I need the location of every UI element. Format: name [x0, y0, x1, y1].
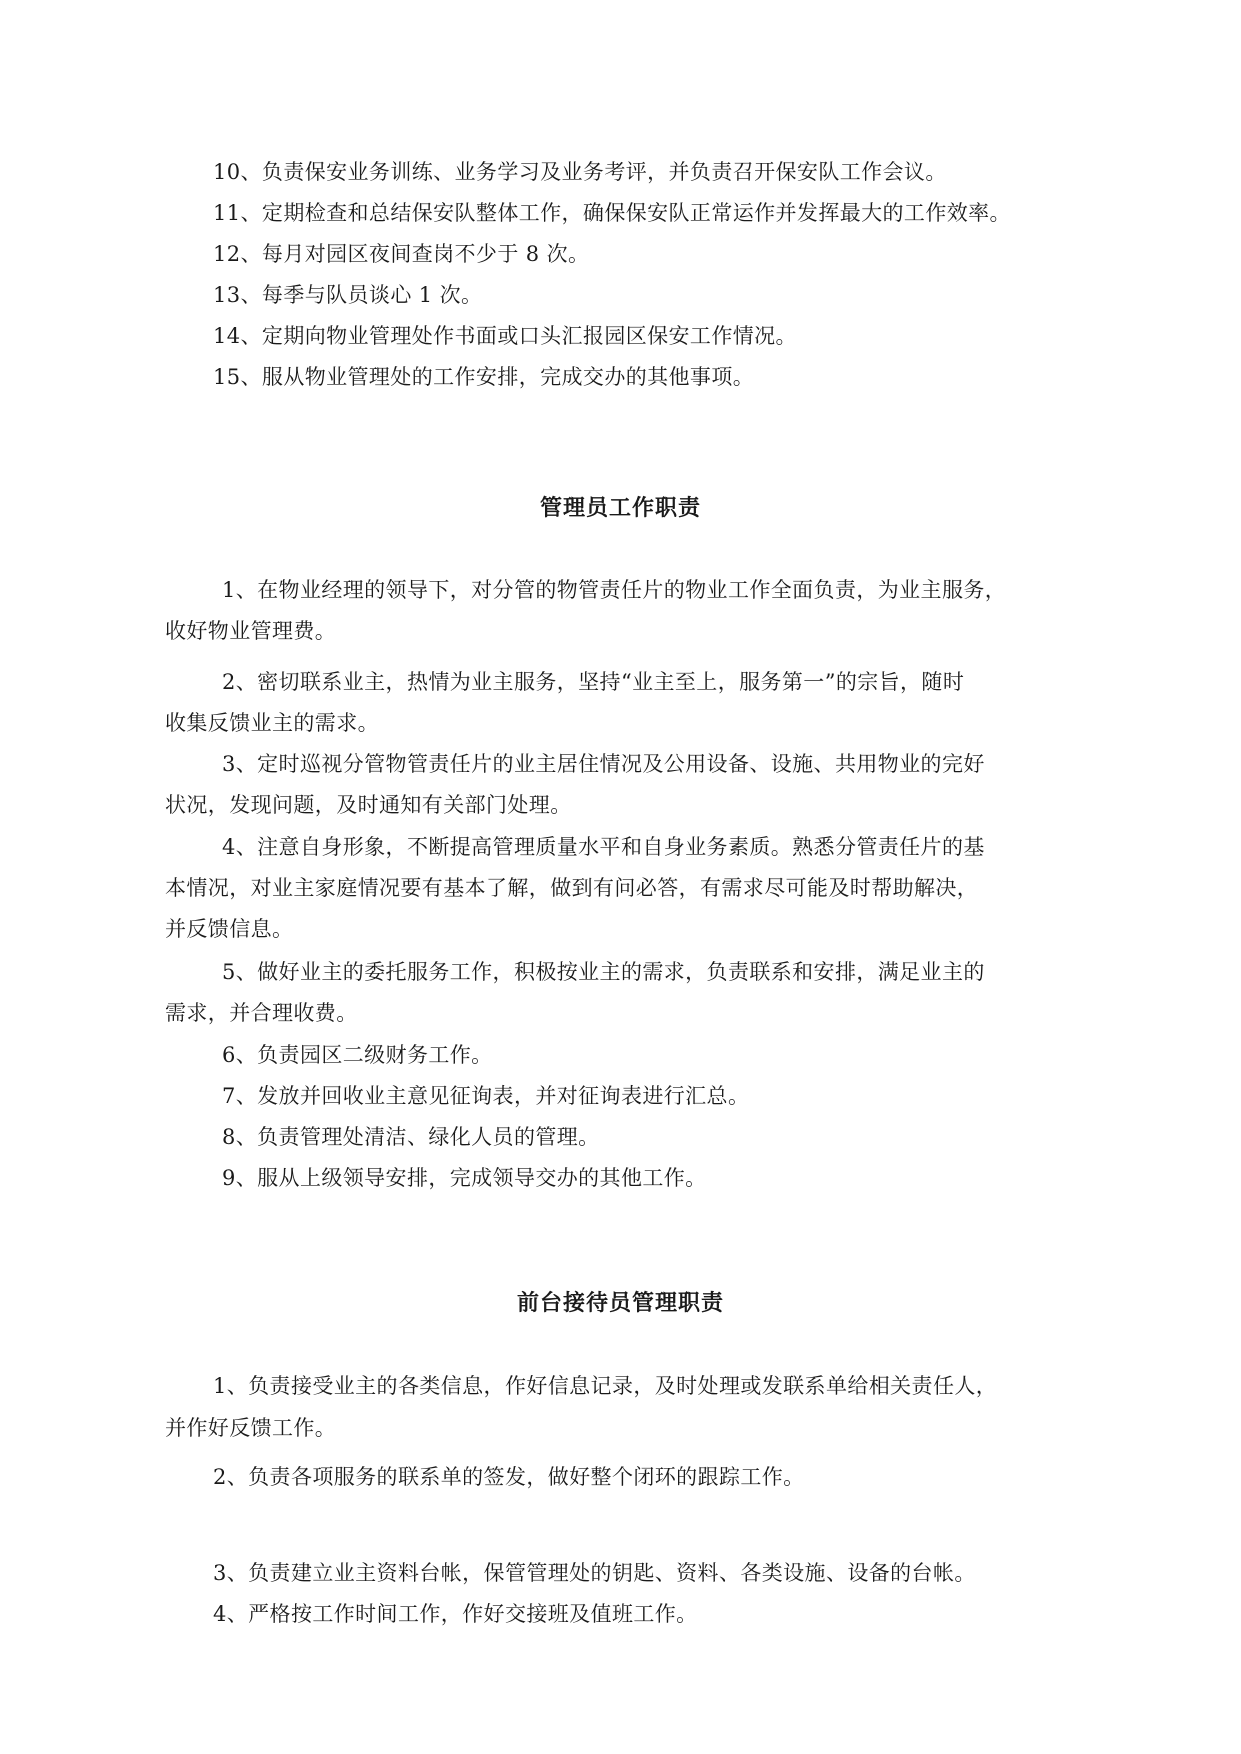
manager-duty-line: 收集反馈业主的需求。: [165, 711, 379, 735]
manager-duty-line: 7、发放并回收业主意见征询表，并对征询表进行汇总。: [222, 1084, 750, 1108]
duty-item-14: 14、定期向物业管理处作书面或口头汇报园区保安工作情况。: [213, 324, 797, 348]
duty-item-13: 13、每季与队员谈心 1 次。: [213, 283, 483, 307]
reception-duty-line: 4、严格按工作时间工作，作好交接班及值班工作。: [213, 1602, 698, 1626]
reception-duty-line: 3、负责建立业主资料台帐，保管管理处的钥匙、资料、各类设施、设备的台帐。: [213, 1561, 976, 1585]
manager-duty-line: 需求，并合理收费。: [165, 1001, 358, 1025]
duty-item-11: 11、定期检查和总结保安队整体工作，确保保安队正常运作并发挥最大的工作效率。: [213, 201, 1011, 225]
manager-duty-line: 8、负责管理处清洁、绿化人员的管理。: [222, 1125, 600, 1149]
manager-duty-line: 收好物业管理费。: [165, 619, 337, 643]
manager-duty-line: 1、在物业经理的领导下，对分管的物管责任片的物业工作全面负责，为业主服务，: [222, 578, 1007, 602]
duty-item-10: 10、负责保安业务训练、业务学习及业务考评，并负责召开保安队工作会议。: [213, 160, 947, 184]
manager-duty-line: 本情况，对业主家庭情况要有基本了解，做到有问必答，有需求尽可能及时帮助解决，: [165, 876, 979, 900]
manager-duty-line: 并反馈信息。: [165, 917, 294, 941]
reception-duty-line: 2、负责各项服务的联系单的签发，做好整个闭环的跟踪工作。: [213, 1465, 805, 1489]
duty-item-15: 15、服从物业管理处的工作安排，完成交办的其他事项。: [213, 365, 755, 389]
manager-duty-line: 6、负责园区二级财务工作。: [222, 1043, 493, 1067]
manager-duty-line: 5、做好业主的委托服务工作，积极按业主的需求，负责联系和安排，满足业主的: [222, 960, 985, 984]
manager-duty-line: 3、定时巡视分管物管责任片的业主居住情况及公用设备、设施、共用物业的完好: [222, 752, 985, 776]
duty-item-12: 12、每月对园区夜间查岗不少于 8 次。: [213, 242, 590, 266]
manager-duty-line: 9、服从上级领导安排，完成领导交办的其他工作。: [222, 1166, 707, 1190]
section-title-manager: 管理员工作职责: [539, 495, 701, 521]
manager-duty-line: 2、密切联系业主，热情为业主服务，坚持“业主至上，服务第一”的宗旨，随时: [222, 670, 965, 694]
reception-duty-line: 并作好反馈工作。: [165, 1416, 337, 1440]
manager-duty-line: 状况，发现问题，及时通知有关部门处理。: [165, 793, 572, 817]
manager-duty-line: 4、注意自身形象，不断提高管理质量水平和自身业务素质。熟悉分管责任片的基: [222, 835, 985, 859]
reception-duty-line: 1、负责接受业主的各类信息，作好信息记录，及时处理或发联系单给相关责任人，: [213, 1374, 998, 1398]
section-title-reception: 前台接待员管理职责: [516, 1290, 724, 1316]
